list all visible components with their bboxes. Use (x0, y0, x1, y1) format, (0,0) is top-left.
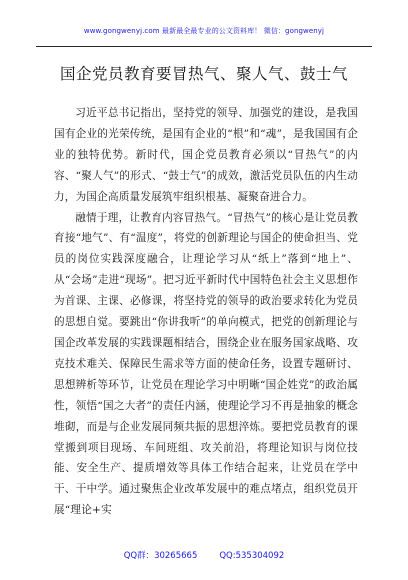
header-text: www.gongwenyj.com 最新最全最专业的公文资料库！ 微信：gongwenyj (83, 27, 325, 35)
site-footer (0, 549, 408, 561)
footer-qq: QQ:535304092 (219, 551, 285, 561)
document-title: 国企党员教育要冒热气、聚人气、鼓士气 (59, 65, 348, 83)
paragraph: 习近平总书记指出，坚持党的领导、加强党的建设，是我国国有企业的光荣传统，是国有企业的“根”和“魂”，是我国国有企业的独特优势。新时代，国企党员教育必须以“冒热气”的内容、“聚人气”的形式、“鼓士气”的成效，激活党员队伍的内生动力，为国企高质量发展筑牢组织根基、凝聚奋进合力。 (54, 107, 358, 203)
site-header (36, 24, 372, 47)
document-body (54, 103, 358, 521)
paragraph: 融情于理，让教育内容冒热气。“冒热气”的核心是让党员教育接“地气”、有“温度”，将党的创新理论与国企的使命担当、党员的岗位实践深度融合，让理论学习从“纸上”落到“地上”、从“会场”走进“现场”。把习近平新时代中国特色社会主义思想作为首课、主课、必修课，将坚持党的领导的政治要求转化为党员的思想自觉。要跳出“你讲我听”的单向模式，把党的创新理论与国企改革发展的实践课题相结合，围绕企业在服务国家战略、攻克技术难关、保障民生需求等方面的使命任务，设置专题研讨、思想辨析等环节，让党员在理论学习中明晰“国企姓党”的政治属性，领悟“国之大者”的责任内涵，使理论学习不再是抽象的概念堆砌，而是与企业发展同频共振的思想淬炼。要把党员教育的课堂搬到项目现场、车间班组、攻关前沿，将理论知识与岗位技能、安全生产、提质增效等具体工作结合起来，让党员在学中干、干中学。通过聚焦企业改革发展中的难点堵点，组织党员开展“理论+实 (54, 211, 358, 517)
footer-qq-group: QQ群：30265665 (123, 551, 198, 561)
